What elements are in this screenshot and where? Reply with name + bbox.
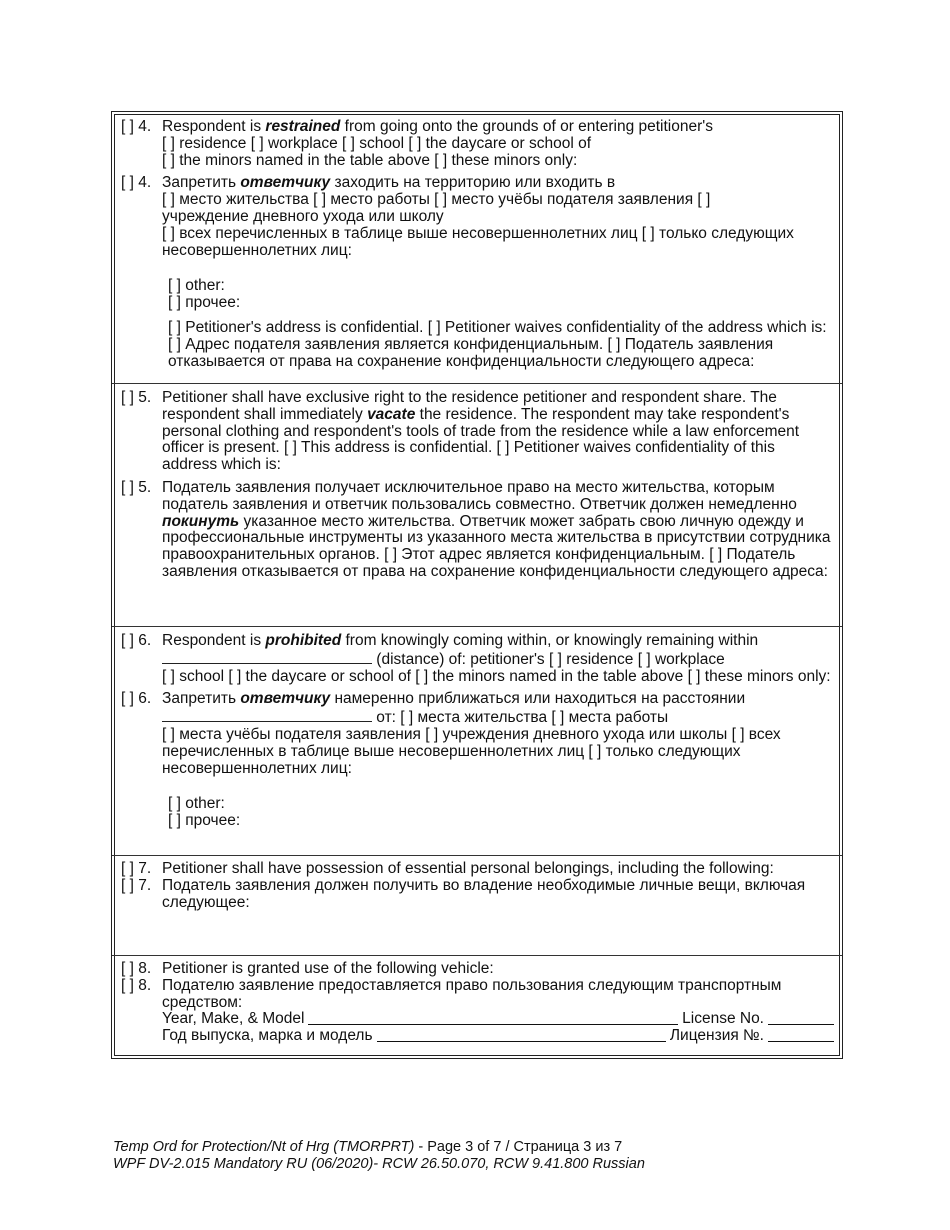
vehicle-row-en xyxy=(162,1011,834,1028)
item-4-confidential xyxy=(112,320,842,370)
item-8-en: [ ] 8. Petitioner is granted use of the following vehicle: xyxy=(121,960,494,977)
confidential-ru: [ ] Адрес подателя заявления является конфиденциальным. [ ] Податель заявления отказывается от права на сохранение конфиденциальности следующего адреса: xyxy=(168,335,774,370)
license-field-ru[interactable] xyxy=(768,1028,834,1042)
year-make-model-field-en[interactable] xyxy=(308,1011,678,1025)
item-4-ru: [ ] 4. Запретить ответчику заходить на территорию или входить в [ ] место жительства [ ] место работы [ ] место учёбы подателя заявления [ ] учреждение дневного ухода или школу [ ] всех перечисленных в таблице выше несовершеннолетних лиц [ ] только следующих несовершеннолетних лиц: xyxy=(121,174,794,259)
checkbox-8-en[interactable]: [ ] 8. xyxy=(121,960,152,977)
checkbox-8-ru[interactable]: [ ] 8. xyxy=(121,976,152,994)
item-6-other xyxy=(112,796,842,830)
section-5 xyxy=(112,383,842,626)
footer-line-2: WPF DV-2.015 Mandatory RU (06/2020)- RCW 26.50.070, RCW 9.41.800 Russian xyxy=(113,1156,645,1172)
confidential-en: [ ] Petitioner's address is confidential. [ ] Petitioner waives confidentiality of the address which is: xyxy=(168,318,827,336)
year-make-model-field-ru[interactable] xyxy=(377,1028,666,1042)
other-checkbox-en[interactable]: [ ] other: xyxy=(168,277,225,295)
item-7-ru: [ ] 7. Податель заявления должен получить во владение необходимые личные вещи, включая следующее: xyxy=(121,876,806,911)
section-8 xyxy=(112,955,842,1058)
checkbox-6-ru[interactable]: [ ] 6. xyxy=(121,690,152,708)
year-make-model-label-ru: Год выпуска, марка и модель xyxy=(162,1027,373,1045)
other-checkbox-ru[interactable]: [ ] прочее: xyxy=(168,294,241,312)
item-4-other xyxy=(112,278,842,312)
distance-blank-ru[interactable] xyxy=(162,708,372,722)
checkbox-4-ru[interactable]: [ ] 4. xyxy=(121,174,152,192)
item-7-en: [ ] 7. Petitioner shall have possession of essential personal belongings, including the following: xyxy=(121,860,774,877)
license-label-ru: Лицензия №. xyxy=(669,1027,764,1045)
other-checkbox-6-ru[interactable]: [ ] прочее: xyxy=(168,812,241,830)
checkbox-5-en[interactable]: [ ] 5. xyxy=(121,389,152,406)
order-form-table xyxy=(111,111,843,1059)
distance-blank-en[interactable] xyxy=(162,650,372,664)
footer-line-1: Temp Ord for Protection/Nt of Hrg (TMORPRT) - Page 3 of 7 / Страница 3 из 7 xyxy=(113,1139,623,1155)
license-label-en: License No. xyxy=(682,1010,764,1028)
license-field-en[interactable] xyxy=(768,1011,834,1025)
item-5-ru: [ ] 5. Податель заявления получает исключительное право на место жительства, которым податель заявления и ответчик пользовались совместно. Ответчик должен немедленно покинуть указанное место жительства. Ответчик может забрать свою личную одежду и профессиональные инструменты из указанного места жительства в присутствии сотрудника правоохранительных органов. [ ] Этот адрес является конфиденциальным. [ ] Податель заявления отказывается от права на сохранение конфиденциальности следующего адреса: xyxy=(121,478,831,580)
item-6-ru: [ ] 6. Запретить ответчику намеренно приближаться или находиться на расстоянии от: [ ] места жительства [ ] места работы [ ] места учёбы подателя заявления [ ] учреждения дневного ухода или школы [ ] всех перечисленных в таблице выше несовершеннолетних лиц [ ] только следующих несовершеннолетних лиц: xyxy=(121,690,781,777)
item-5-en: [ ] 5. Petitioner shall have exclusive right to the residence petitioner and respondent share. The respondent shall immediately vacate the residence. The respondent may take respondent's personal clothing and respondent's tools of trade from the residence while a law enforcement officer is present. [ ] This address is confidential. [ ] Petitioner waives confidentiality of this address which is: xyxy=(121,389,800,474)
item-4-en: [ ] 4. Respondent is restrained from going onto the grounds of or entering petitioner's [ ] residence [ ] workplace [ ] school [ ] the daycare or school of [ ] the minors named in the table above [ ] these minors only: xyxy=(121,118,713,169)
checkbox-7-en[interactable]: [ ] 7. xyxy=(121,860,152,877)
vehicle-row-ru xyxy=(162,1028,834,1045)
item-8-ru: [ ] 8. Подателю заявление предоставляется право пользования следующим транспортным средством: Year, Make, & Model License No. Год выпуска, марка и модель Лицензия №. xyxy=(112,978,842,1045)
page-footer xyxy=(113,1139,645,1173)
other-checkbox-6-en[interactable]: [ ] other: xyxy=(168,795,225,813)
checkbox-5-ru[interactable]: [ ] 5. xyxy=(121,478,152,496)
item-6-en: [ ] 6. Respondent is prohibited from knowingly coming within, or knowingly remaining within (distance) of: petitioner's [ ] residence [ ] workplace [ ] school [ ] the daycare or school of [ ] the minors named in the table above [ ] these minors only: xyxy=(121,632,831,685)
checkbox-6-en[interactable]: [ ] 6. xyxy=(121,632,152,649)
section-6 xyxy=(112,626,842,855)
section-4 xyxy=(112,112,842,383)
section-7 xyxy=(112,855,842,955)
checkbox-7-ru[interactable]: [ ] 7. xyxy=(121,876,152,894)
year-make-model-label-en: Year, Make, & Model xyxy=(162,1010,305,1028)
checkbox-4-en[interactable]: [ ] 4. xyxy=(121,118,152,135)
